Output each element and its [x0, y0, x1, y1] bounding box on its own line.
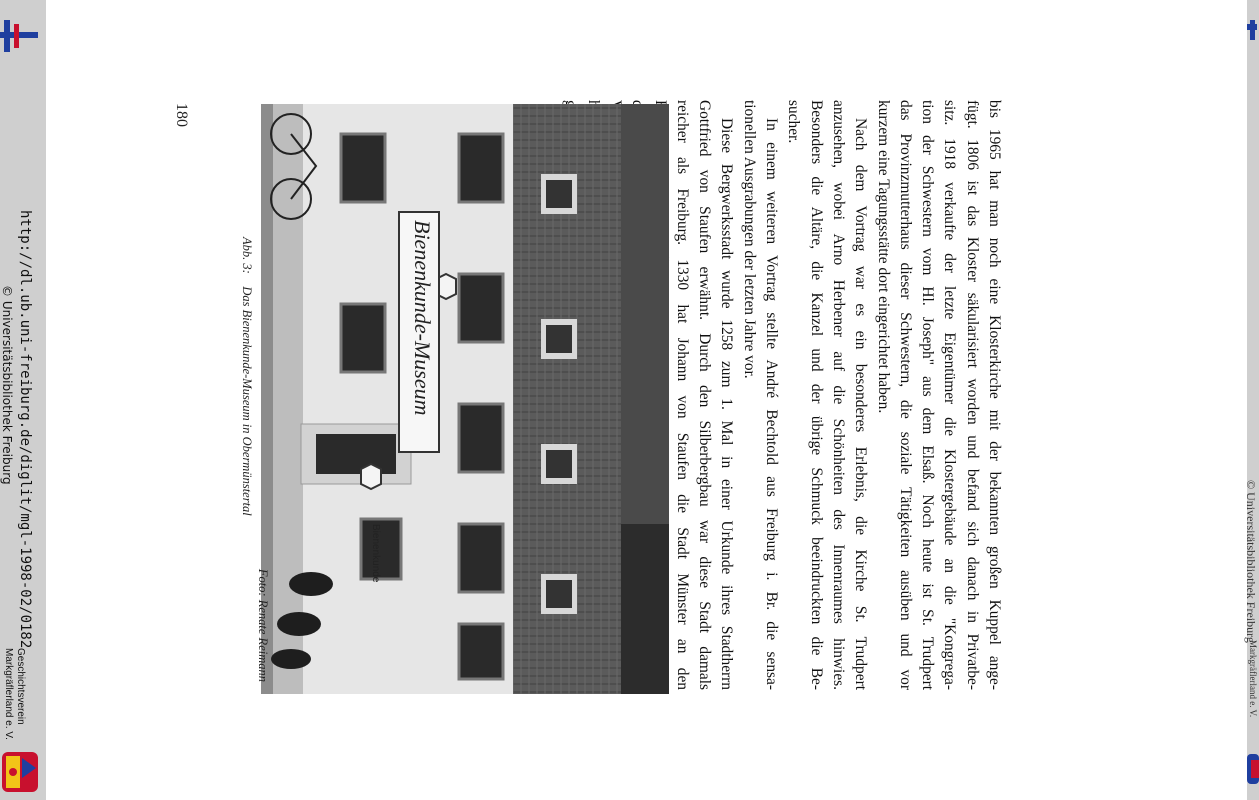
text-line: tionellen Ausgrabungen der letzten Jahre vor.: [740, 100, 758, 379]
photo-museum-sign: Bienenkunde-Museum: [410, 220, 435, 416]
text-line: sitz. 1918 verkaufte der letzte Eigentümer die Klostergebäude an die "Kongrega-: [941, 100, 959, 690]
text-line: kurzem eine Tagungsstätte dort eingerichtet haben.: [874, 100, 892, 414]
text-line: fügt. 1806 ist das Kloster säkularisiert worden und befand sich danach in Privatbe-: [963, 100, 981, 690]
text-line: tion der Schwestern vom Hl. Joseph" aus dem Elsaß. Noch heute ist St. Trudpert: [919, 100, 937, 690]
text-line: anzusehen, wobei Arno Herbener auf die Schönheiten des Innenraumes hinwies.: [829, 100, 847, 690]
museum-photo: [261, 104, 669, 694]
society-name-line2: Markgräflerland e. V.: [3, 648, 14, 740]
figure-caption: [230, 237, 270, 682]
copyright-notice: © Universitätsbibliothek Freiburg: [0, 285, 14, 485]
right-edge-copyright: © Universitätsbibliothek Freiburg: [1244, 480, 1258, 643]
society-crest-icon: [0, 748, 46, 798]
text-line: Nach dem Vortrag war es ein besonderes Erlebnis, die Kirche St. Trudpert: [852, 118, 870, 690]
text-line: das Provinzmutterhaus dieser Schwestern, die soziale Tätigkeiten ausüben und vor: [896, 100, 914, 690]
society-name-line1: Geschichtsverein: [15, 648, 26, 725]
library-logo-icon-right: [1247, 20, 1259, 60]
text-line: reicher als Freiburg. 1330 hat Johann von Staufen die Stadt Münster an den: [673, 100, 691, 690]
right-edge-society: Markgräflerland e. V.: [1248, 640, 1258, 718]
library-logo-icon: [0, 10, 46, 70]
text-line: bis 1965 hat man noch eine Klosterkirche mit der bekannten großen Kuppel ange-: [986, 100, 1003, 690]
caption-text: [230, 237, 254, 516]
crest-icon-right: [1247, 752, 1259, 792]
text-line: Gottfried von Staufen erwähnt. Durch den Silberbergbau war diese Stadt damals: [696, 100, 714, 690]
caption-body: Das Bienenkunde-Museum in Obermünstertal: [240, 286, 254, 516]
text-line: sucher.: [785, 100, 803, 144]
source-url[interactable]: http://dl.ub.uni-freiburg.de/diglit/mgl-1998-02/0182: [17, 210, 33, 649]
photo-small-sign: Bienenkunde: [370, 524, 381, 583]
text-line: In einem weiteren Vortrag stellte André Bechtold aus Freiburg i. Br. die sensa-: [763, 118, 781, 690]
text-line: Diese Bergwerksstadt wurde 1258 zum 1. Mal in einer Urkunde ihres Stadtherrn: [718, 118, 736, 690]
building-photo-illustration: [261, 104, 669, 694]
page-number: 180: [173, 103, 190, 127]
text-line: Besonders die Altäre, die Kanzel und der übrige Schmuck beeindruckten die Be-: [807, 100, 825, 690]
photo-credit: Foto: Renate Reimann: [256, 568, 270, 682]
caption-label: Abb. 3:: [240, 237, 254, 274]
scanned-page: [46, 0, 1247, 800]
